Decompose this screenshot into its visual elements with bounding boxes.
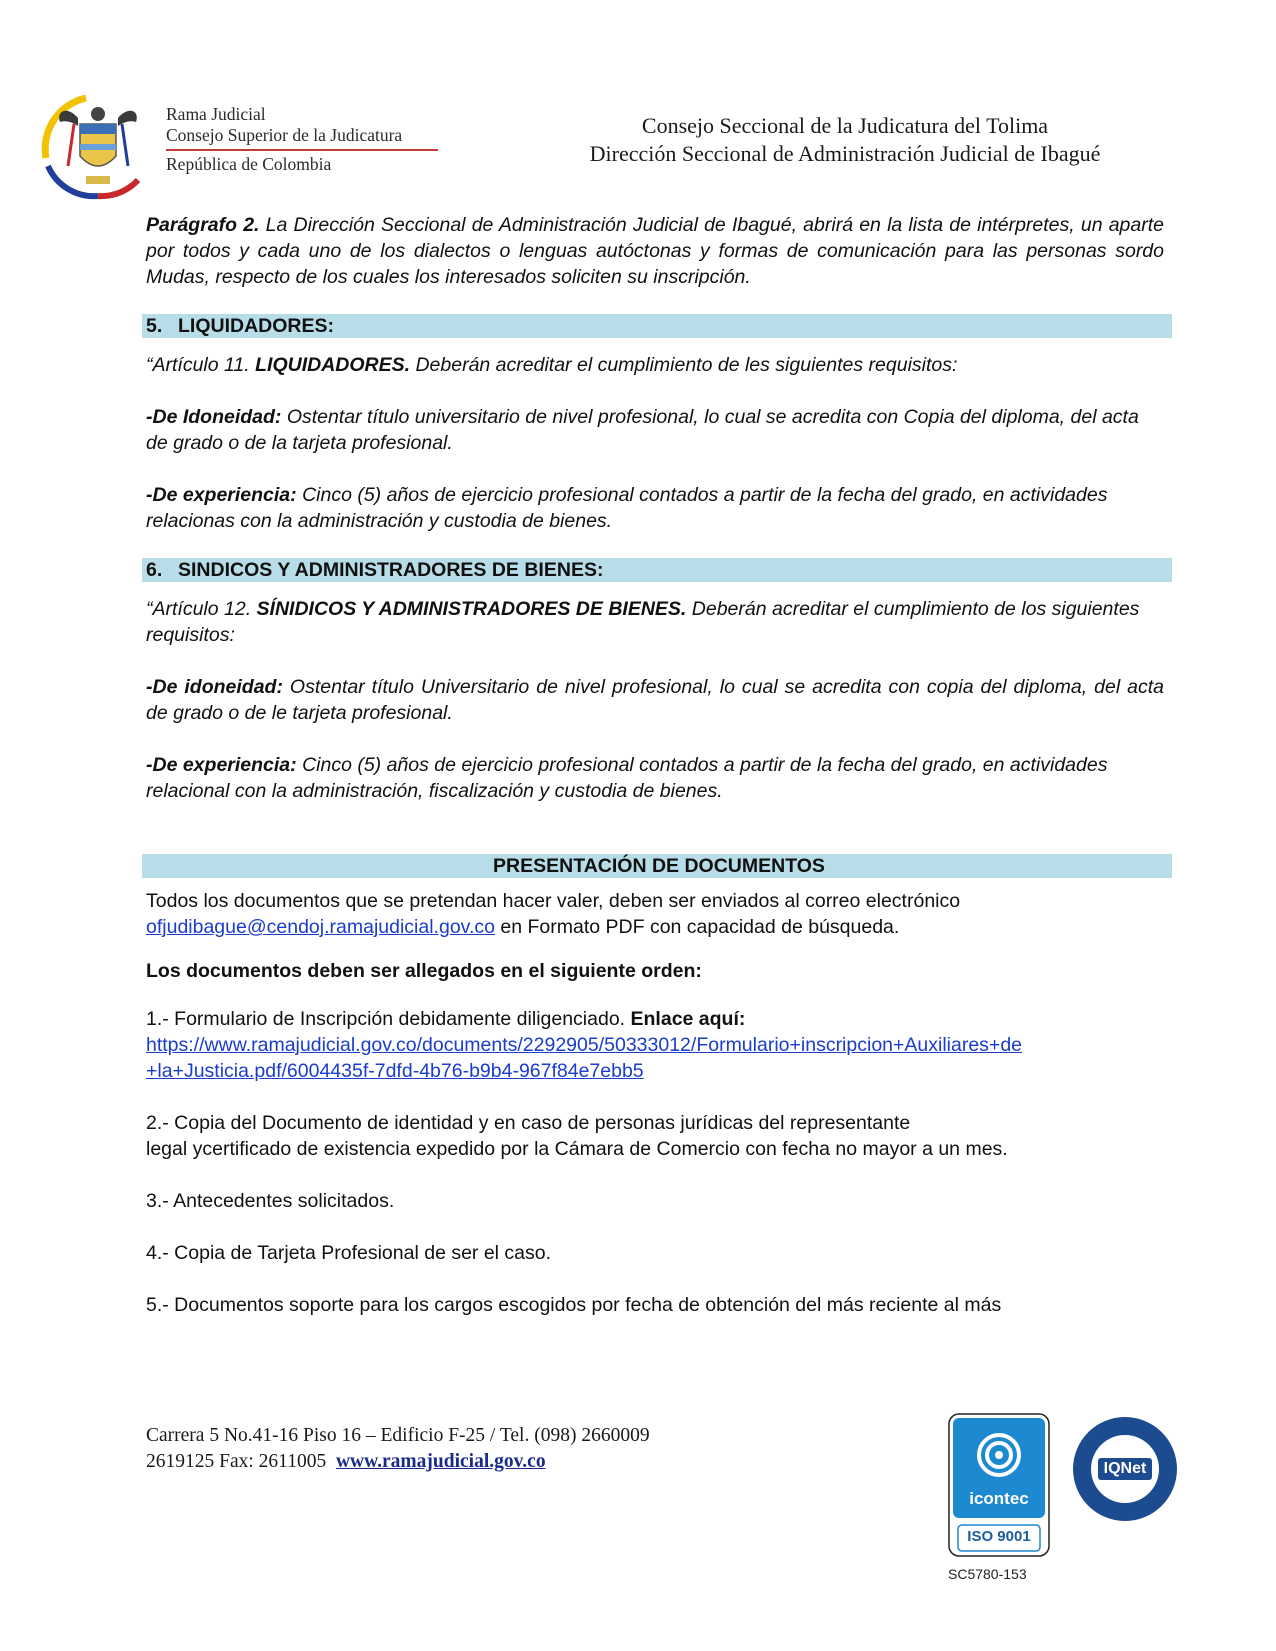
- section-5-idoneidad: [146, 404, 1164, 456]
- section-5-experiencia-text: Cinco (5) años de ejercicio profesional contados a partir de la fecha del grado, en actividades relacionas con la administración y custodia de bienes.: [146, 484, 1108, 532]
- section-5-idoneidad-text: Ostentar título universitario de nivel profesional, lo cual se acredita con Copia del diploma, del acta de grado o de la tarjeta profesional.: [146, 406, 1139, 454]
- articulo-12-prefix: “Artículo 12.: [146, 598, 257, 620]
- articulo-11-bold: LIQUIDADORES.: [255, 354, 411, 376]
- section-5-experiencia: [146, 482, 1164, 534]
- item-2-line1: 2.- Copia del Documento de identidad y en caso de personas jurídicas del representante: [146, 1112, 911, 1134]
- presentacion-intro-text: Todos los documentos que se pretendan hacer valer, deben ser enviados al correo electrónico: [146, 890, 961, 912]
- section-6-heading: [142, 558, 1172, 582]
- iso-9001-label: ISO 9001: [967, 1528, 1031, 1545]
- section-6-experiencia-label: -De experiencia:: [146, 754, 297, 776]
- item-1-bold: Enlace aquí:: [630, 1008, 746, 1030]
- presentacion-intro: [146, 888, 1164, 940]
- header-title-line1: Consejo Seccional de la Judicatura del Tolima: [641, 113, 1049, 138]
- logo-line-republica: República de Colombia: [166, 154, 332, 174]
- item-4: 4.- Copia de Tarjeta Profesional de ser el caso.: [146, 1242, 552, 1264]
- articulo-12-rest: Deberán acreditar el cumplimiento de los siguientes requisitos:: [146, 598, 1140, 646]
- section-5-idoneidad-label: -De Idoneidad:: [146, 406, 282, 428]
- item-2: [146, 1110, 1164, 1162]
- item-3: 3.- Antecedentes solicitados.: [146, 1190, 395, 1212]
- section-6-title: SINDICOS Y ADMINISTRADORES DE BIENES:: [178, 559, 604, 581]
- articulo-12-bold: SÍNIDICOS Y ADMINISTRADORES DE BIENES.: [256, 598, 687, 620]
- articulo-11-rest: Deberán acreditar el cumplimiento de les siguientes requisitos:: [410, 354, 958, 376]
- document-body: [146, 212, 1164, 1318]
- item-1-text: 1.- Formulario de Inscripción debidamente diligenciado.: [146, 1008, 631, 1030]
- section-6-experiencia: [146, 752, 1164, 804]
- paragrafo-2-label: Parágrafo 2.: [146, 214, 260, 236]
- section-5-experiencia-label: -De experiencia:: [146, 484, 297, 506]
- icontec-certification: [948, 1413, 1050, 1557]
- section-6-idoneidad-label: -De idoneidad:: [146, 676, 283, 698]
- footer-line1: Carrera 5 No.41-16 Piso 16 – Edificio F-25 / Tel. (098) 2660009: [146, 1425, 650, 1446]
- presentacion-heading: PRESENTACIÓN DE DOCUMENTOS: [142, 854, 1172, 878]
- certificate-code: SC5780-153: [948, 1566, 1027, 1582]
- section-5-heading: [142, 314, 1172, 338]
- email-link[interactable]: ofjudibague@cendoj.ramajudicial.gov.co: [146, 916, 495, 938]
- footer-line2-text: 2619125 Fax: 2611005: [146, 1451, 336, 1472]
- iqnet-certification: [1070, 1414, 1180, 1524]
- section-5-number: 5.: [146, 315, 163, 337]
- rama-judicial-logo: [38, 84, 438, 204]
- presentacion-intro-rest: en Formato PDF con capacidad de búsqueda.: [494, 916, 900, 938]
- logo-line-consejo-superior: Consejo Superior de la Judicatura: [166, 125, 403, 145]
- paragrafo-2: [146, 212, 1164, 290]
- section-6-number: 6.: [146, 559, 163, 581]
- section-6-idoneidad: [146, 674, 1164, 726]
- formulario-link-line2[interactable]: +la+Justicia.pdf/6004435f-7dfd-4b76-b9b4-967f84e7ebb5: [146, 1060, 644, 1082]
- colombia-coat-of-arms-icon: [38, 84, 158, 204]
- document-header-title: [450, 112, 1240, 168]
- section-6-experiencia-text: Cinco (5) años de ejercicio profesional contados a partir de la fecha del grado, en actividades relacional con la administración, fiscalización y custodia de bienes.: [146, 754, 1108, 802]
- articulo-12: [146, 596, 1164, 648]
- item-2-line2: legal ycertificado de existencia expedido por la Cámara de Comercio con fecha no mayor a un mes.: [146, 1138, 1008, 1160]
- logo-text: [166, 104, 446, 175]
- footer-line2: [146, 1449, 846, 1475]
- icontec-label: icontec: [969, 1489, 1029, 1508]
- item-5: 5.- Documentos soporte para los cargos escogidos por fecha de obtención del más reciente al más: [146, 1294, 1002, 1316]
- logo-divider: [166, 149, 438, 151]
- header-title-line2: Dirección Seccional de Administración Judicial de Ibagué: [589, 141, 1101, 166]
- section-5-title: LIQUIDADORES:: [178, 315, 334, 337]
- footer-address: [146, 1423, 846, 1475]
- iqnet-label: IQNet: [1103, 1460, 1147, 1477]
- website-link[interactable]: www.ramajudicial.gov.co: [335, 1451, 546, 1472]
- formulario-link-line1[interactable]: https://www.ramajudicial.gov.co/documents/2292905/50333012/Formulario+inscripcion+Auxiliares+de: [146, 1034, 1023, 1056]
- articulo-11: [146, 352, 1164, 378]
- articulo-11-prefix: “Artículo 11.: [146, 354, 256, 376]
- order-heading: Los documentos deben ser allegados en el siguiente orden:: [146, 960, 702, 982]
- logo-line-rama-judicial: Rama Judicial: [166, 104, 266, 124]
- item-1: [146, 1006, 1164, 1084]
- section-6-idoneidad-text: Ostentar título Universitario de nivel profesional, lo cual se acredita con copia del diploma, del acta de grado o de le tarjeta profesional.: [146, 676, 1164, 724]
- paragrafo-2-text: La Dirección Seccional de Administración Judicial de Ibagué, abrirá en la lista de intérpretes, un aparte por todos y cada uno de los dialectos o lenguas autóctonas y formas de comunicación para las personas sordo Mudas, respecto de los cuales los interesados soliciten su inscripción.: [146, 214, 1165, 288]
